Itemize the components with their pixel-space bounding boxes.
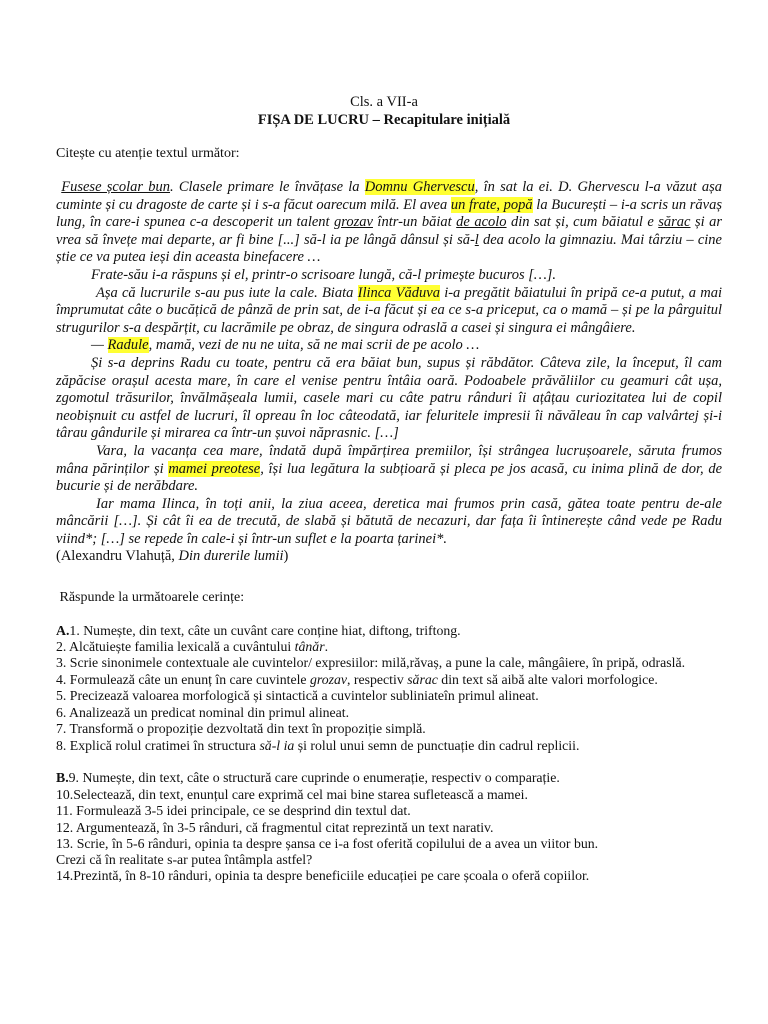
paragraph-5: Și s-a deprins Radu cu toate, pentru că era băiat bun, supus și răbdător. Câteva zile, la început, îl cam zăpăcise orașul acesta mare, în care el venise pentru întâia oară. Podoabele prăvăliilor cu geamuri cât ușa, zgomotul trăsurilor, învălmășeala lumii, casele mari cu câte patru rânduri îi ațâțau curiozitatea lui de copil neobișnuit cu astfel de lucruri, îl opreau în loc câteodată, iar feluritele impresii îi năvăleau în cap valvârtej și-i târau gândurile și mirarea ca într-un șuvoi năprasnic. […] xyxy=(56,354,722,442)
question-10: 10.Selectează, din text, enunțul care exprimă cel mai bine starea sufletească a mamei. xyxy=(56,787,528,802)
paragraph-3: Așa că lucrurile s-au pus iute la cale. Biata Ilinca Văduva i-a pregătit băiatului în pripă ce-a putut, a mai împrumutat câte o bucățică de pânză de prin sat, de i-a făcut și ea ce s-a priceput, ca o mamă – și pe la pârguitul strugurilor s-a despărțit, cu lacrămile pe obraz, de singura odraslă a casei și singura ei mângâiere. xyxy=(56,284,722,336)
highlighted-phrase: mamei preotese xyxy=(168,460,261,477)
paragraph-4: — Radule, mamă, vezi de nu ne uita, să ne mai scrii de pe acolo … xyxy=(91,337,480,354)
underlined-phrase: de acolo xyxy=(456,214,507,231)
grade-label: Cls. a VII-a xyxy=(350,94,418,110)
question-2: 2. Alcătuiește familia lexicală a cuvântului tânăr. xyxy=(56,639,329,654)
question-9: B.9. Numește, din text, câte o structură care cuprinde o enumerație, respectiv o comparație. xyxy=(56,770,560,785)
section-a-label: A. xyxy=(56,623,70,638)
question-8: 8. Explică rolul cratimei în structura să-l ia și rolul unui semn de punctuație din cadrul replicii. xyxy=(56,738,580,753)
section-b-label: B. xyxy=(56,770,69,785)
question-12: 12. Argumentează, în 3-5 rânduri, că fragmentul citat reprezintă un text narativ. xyxy=(56,820,494,835)
highlighted-name: Radule xyxy=(107,337,149,354)
question-1: A.1. Numește, din text, câte un cuvânt care conține hiat, diftong, triftong. xyxy=(56,623,461,638)
question-3: 3. Scrie sinonimele contextuale ale cuvintelor/ expresiilor: milă,răvaș, a pune la cale, mângâiere, în pripă, odraslă. xyxy=(56,655,686,670)
highlighted-phrase: un frate, popă xyxy=(450,196,533,213)
highlighted-name: Ilinca Văduva xyxy=(357,284,440,301)
question-6: 6. Analizează un predicat nominal din primul alineat. xyxy=(56,705,350,720)
paragraph-2: Frate-său i-a răspuns și el, printr-o scrisoare lungă, că-l primește bucuros […]. xyxy=(91,266,557,283)
question-14: 14.Prezintă, în 8-10 rânduri, opinia ta despre beneficiile educației pe care școala o oferă copiilor. xyxy=(56,868,590,883)
underlined-word: l xyxy=(474,231,479,248)
text-source: (Alexandru Vlahuță, Din durerile lumii) xyxy=(56,548,289,565)
paragraph-1: Fusese școlar bun. Clasele primare le învățase la Domnu Ghervescu, în sat la ei. D. Ghervescu l-a văzut așa cuminte și cu dragoste de carte și i s-a făcut oarecum milă. El avea un frate, popă la București – i-a scris un răvaș lung, în care-i spunea c-a descoperit un talent grozav într-un băiat de acolo din sat și, cum băiatul e sărac și ar vrea să învețe mai departe, ar fi bine [...] să-l ia pe lângă dânsul și să-l dea acolo la gimnaziu. Mai târziu – cine știe ce va putea ieși din aceasta binefacere … xyxy=(56,179,723,266)
requirements-title: Răspunde la următoarele cerințe: xyxy=(59,590,245,605)
reading-text xyxy=(56,179,722,566)
highlighted-name: Domnu Ghervescu xyxy=(364,179,475,195)
paragraph-6: Vara, la vacanța cea mare, îndată după împărțirea premiilor, își strângea lucrușoarele, săruta frumos mâna părinților și mamei preotese, își lua legătura la subțioară și pleca pe jos acasă, cu inima plină de dor, de bucurie și de nerăbdare. xyxy=(56,442,723,495)
page-title: FIȘA DE LUCRU – Recapitulare inițială xyxy=(257,112,511,128)
question-5: 5. Precizează valoarea morfologică și sintactică a cuvintelor subliniateîn primul alineat. xyxy=(56,688,539,703)
underlined-phrase: Fusese școlar bun xyxy=(61,179,170,195)
question-7: 7. Transformă o propoziție dezvoltată din text în propoziție simplă. xyxy=(56,721,426,736)
paragraph-7: Iar mama Ilinca, în toți anii, la ziua aceea, deretica mai frumos prin casă, gătea toate pentru de-ale mâncării […]. Și cât îi ea de trecută, de slabă și bătută de necazuri, dar fața îi întinerește când vede pe Radu viind*; […] se repede în cale-i și într-un suflet e la poarta țarinei*. xyxy=(56,495,722,547)
reading-instruction: Citește cu atenție textul următor: xyxy=(56,146,240,161)
underlined-word: sărac xyxy=(658,214,691,231)
question-13-followup: Crezi că în realitate s-ar putea întâmpla astfel? xyxy=(56,852,313,867)
source-title: Din durerile lumii xyxy=(178,548,284,565)
question-13: 13. Scrie, în 5-6 rânduri, opinia ta despre șansa ce i-a fost oferită copilului de a avea un viitor bun. xyxy=(56,836,599,851)
underlined-word: grozav xyxy=(334,214,373,231)
question-4: 4. Formulează câte un enunț în care cuvintele grozav, respectiv sărac din text să aibă alte valori morfologice. xyxy=(56,672,658,687)
question-11: 11. Formulează 3-5 idei principale, ce se desprind din textul dat. xyxy=(56,803,411,818)
